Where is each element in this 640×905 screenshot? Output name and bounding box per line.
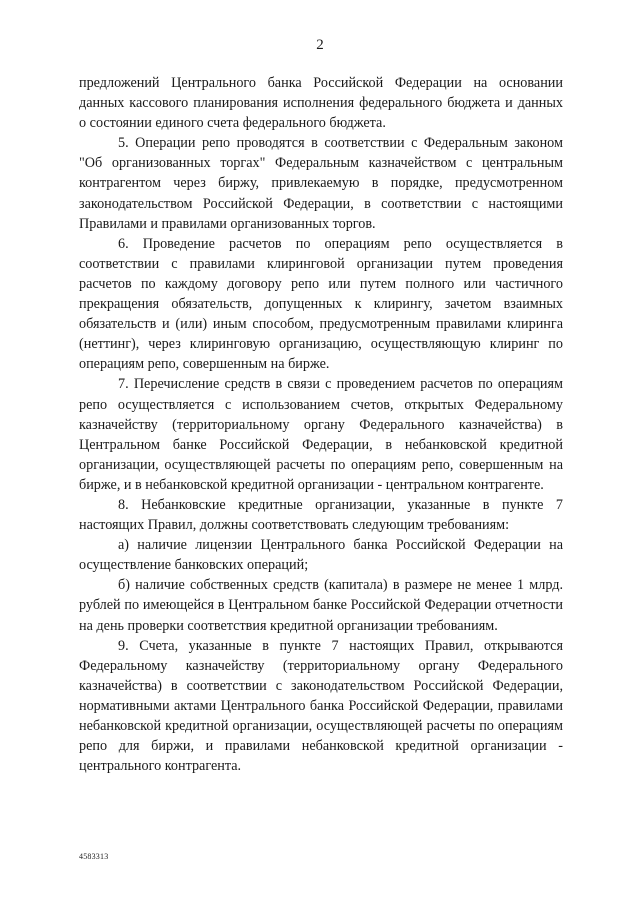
paragraph-item-8b: б) наличие собственных средств (капитала) в размере не менее 1 млрд. рублей по имеющейся в Центральном банке Российской Федерации отчетности на день проверки соответствия кредитной организации требованиям. (79, 577, 563, 634)
page-number: 2 (316, 37, 324, 53)
paragraph-continuation: предложений Центрального банка Российской Федерации на основании данных кассового планирования исполнения федерального бюджета и данных о состоянии единого счета федерального бюджета. (79, 75, 563, 132)
paragraph-item-9: 9. Счета, указанные в пункте 7 настоящих Правил, открываются Федеральному казначейству (территориальному органу Федерального казначейства) в соответствии с законодательством Российской Федерации, нормативными актами Центрального банка Российской Федерации, правилами небанковской кредитной организации, осуществляющей расчеты по операциям репо для биржи, и правилами небанковской кредитной организации - центрального контрагента. (79, 637, 563, 775)
document-code: 4583313 (79, 852, 109, 861)
paragraph-item-8: 8. Небанковские кредитные организации, указанные в пункте 7 настоящих Правил, должны соответствовать следующим требованиям: (79, 496, 563, 534)
paragraph-item-7: 7. Перечисление средств в связи с проведением расчетов по операциям репо осуществляется с использованием счетов, открытых Федеральному казначейству (территориальному органу Федерального казначейства) в Центральном банке Российской Федерации, в небанковской кредитной организации, осуществляющей расчеты по операциям репо, совершенным на бирже, и в небанковской кредитной организации - центральном контрагенте. (79, 376, 563, 493)
document-body (79, 73, 563, 776)
paragraph-item-6: 6. Проведение расчетов по операциям репо осуществляется в соответствии с правилами клиринговой организации путем проведения расчетов по каждому договору репо или путем полного или частичного прекращения обязательств, допущенных к клирингу, зачетом взаимных обязательств и (или) иным способом, предусмотренным правилами клиринга (неттинг), через клиринговую организацию, осуществляющую клиринг по операциям репо, совершенным на бирже. (79, 235, 563, 373)
paragraph-item-8a: а) наличие лицензии Центрального банка Российской Федерации на осуществление банковских операций; (79, 537, 563, 574)
paragraph-item-5: 5. Операции репо проводятся в соответствии с Федеральным законом "Об организованных торгах" Федеральным казначейством с центральным контрагентом через биржу, привлекаемую в порядке, предусмотренном законодательством Российской Федерации, в соответствии с настоящими Правилами и правилами организованных торгов. (79, 135, 563, 232)
